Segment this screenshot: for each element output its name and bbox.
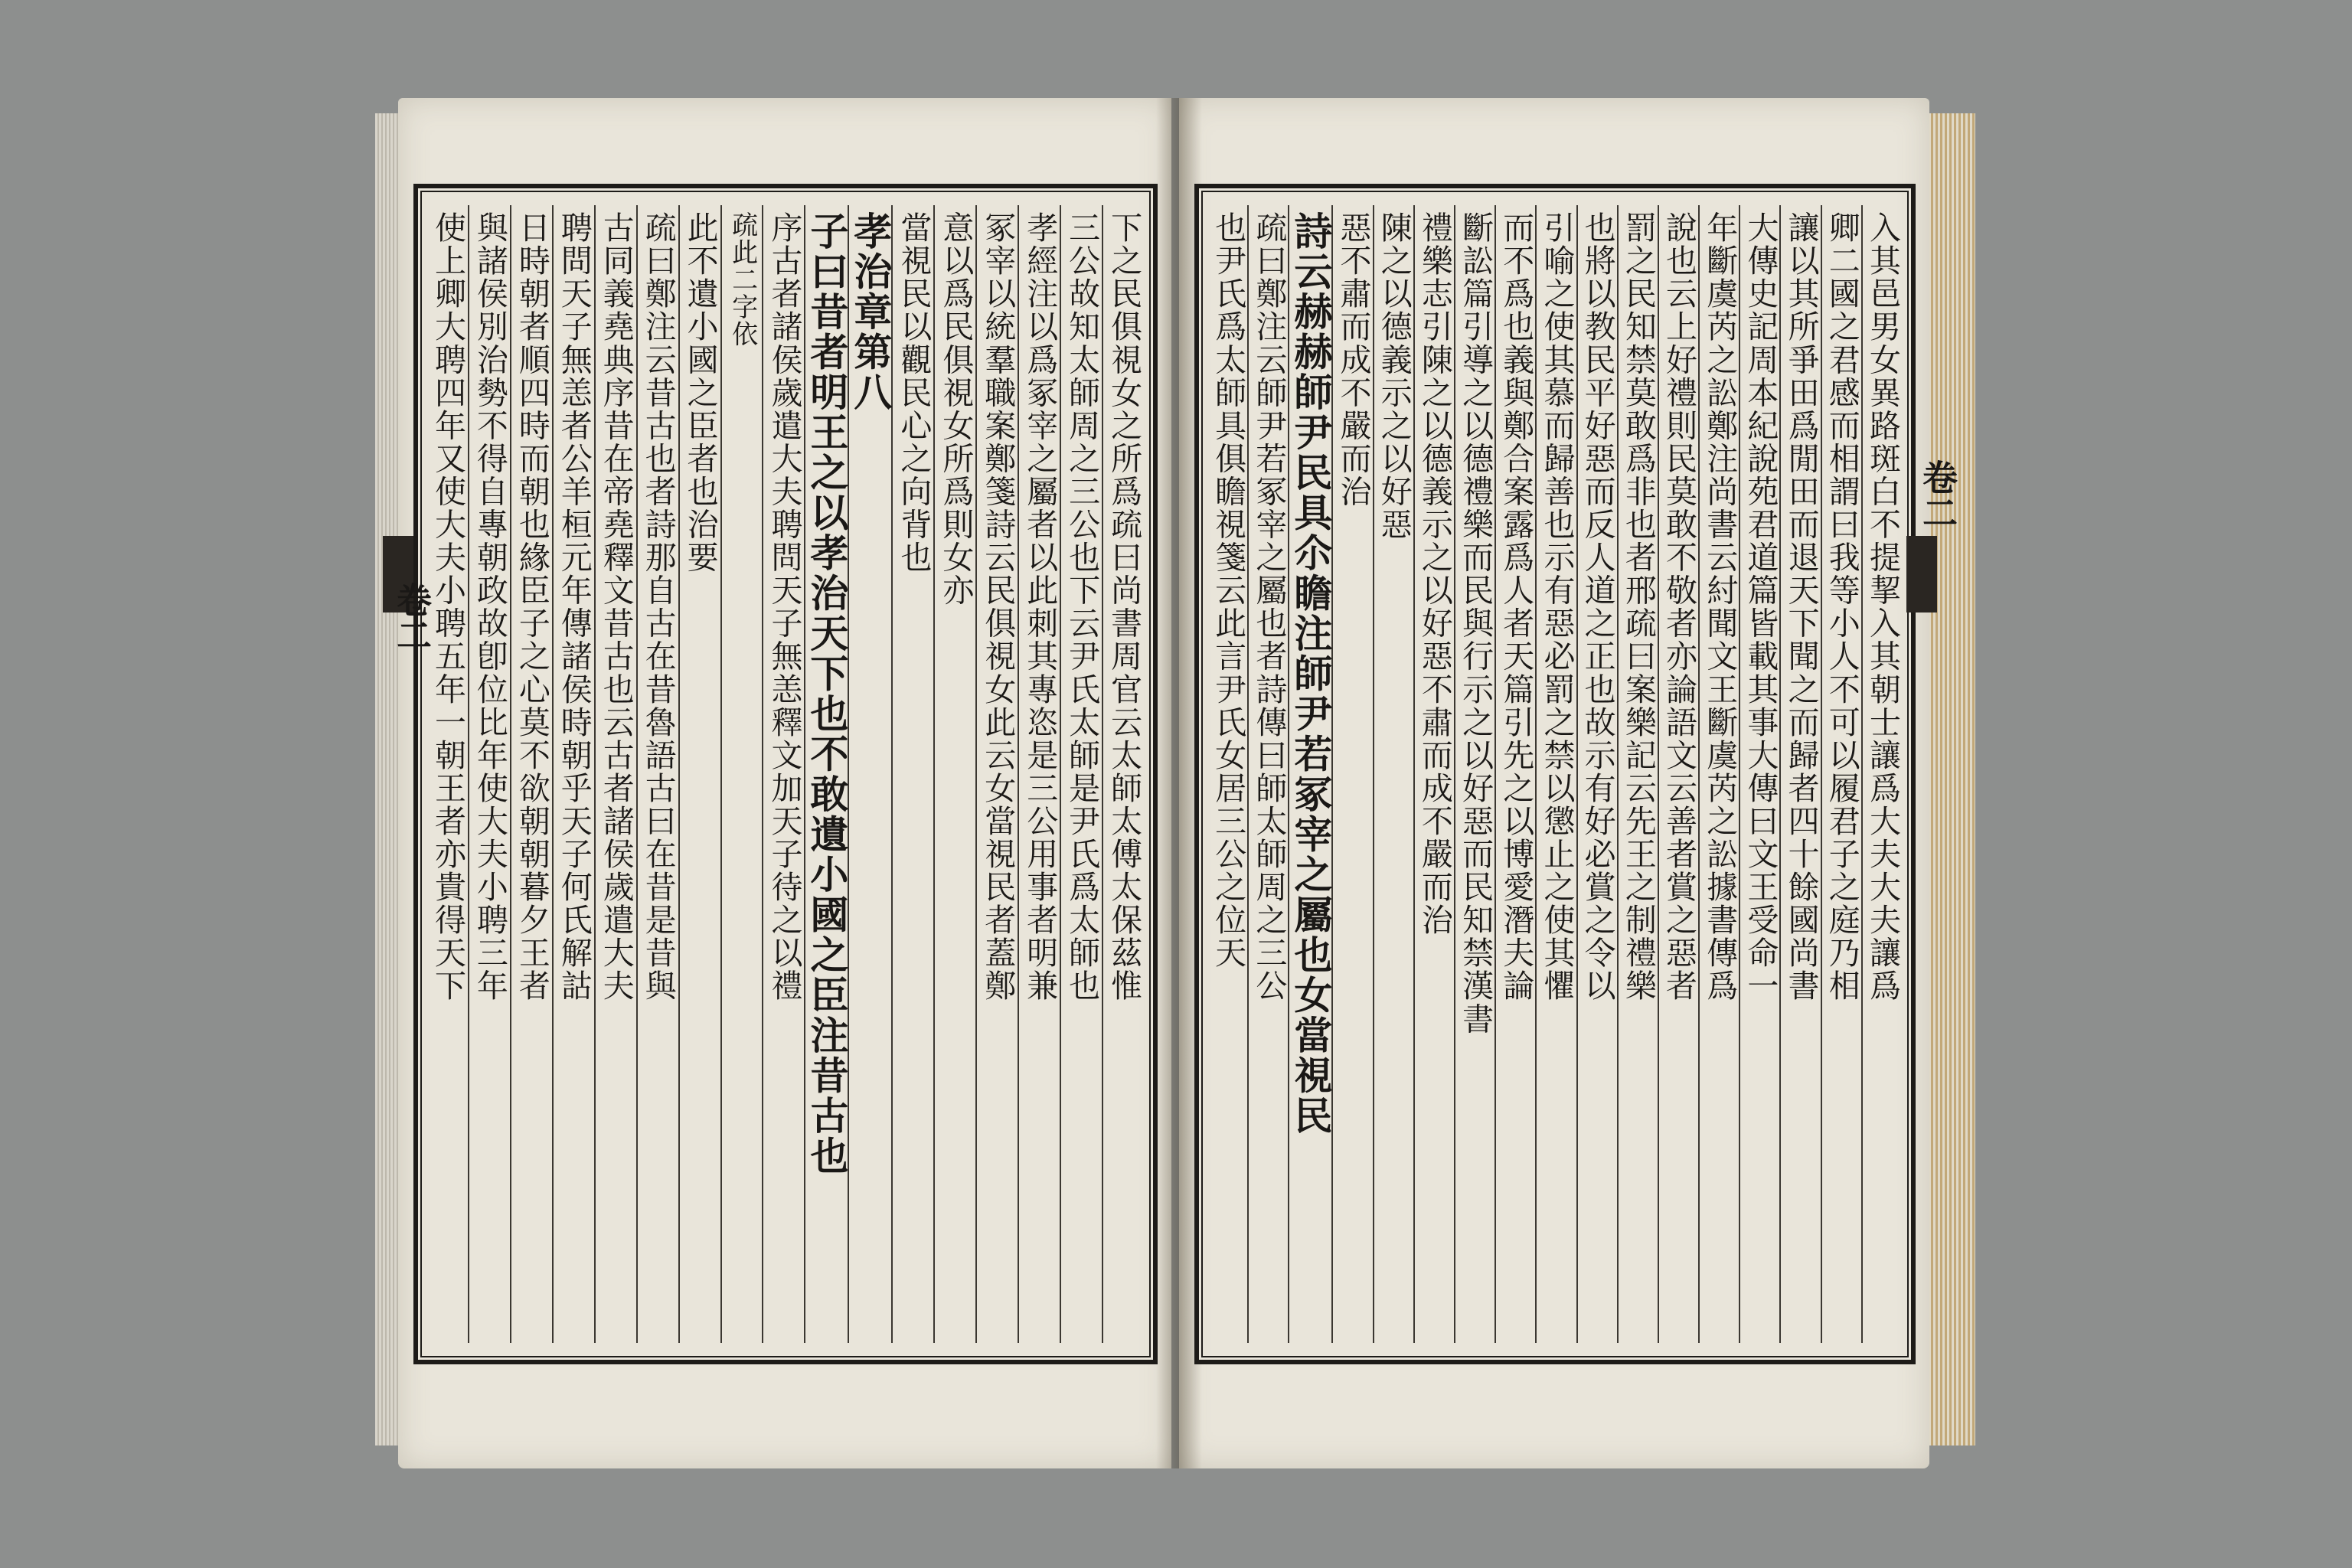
right-column-text: 也將以教民平好惡而反人道之正也故示有好必賞之令以 xyxy=(1579,211,1616,1003)
left-column xyxy=(933,205,975,1343)
right-column-text: 年斷虞芮之訟鄭注尚書云紂聞文王斷虞芮之訟據書傳爲 xyxy=(1701,211,1739,1003)
left-column-text: 古同義堯典序昔在帝堯釋文昔古也云古者諸侯歲遣大夫 xyxy=(597,211,635,1003)
right-column xyxy=(1821,205,1861,1343)
fishtail-mark-right xyxy=(1906,536,1937,612)
right-column xyxy=(1617,205,1658,1343)
right-column xyxy=(1494,205,1535,1343)
right-column xyxy=(1288,205,1334,1343)
left-column xyxy=(804,205,848,1343)
right-column xyxy=(1739,205,1779,1343)
left-text-frame xyxy=(413,184,1158,1364)
right-column xyxy=(1576,205,1617,1343)
right-column xyxy=(1208,205,1247,1343)
left-column-text: 日時朝者順四時而朝也緣臣子之心莫不欲朝朝暮夕王者 xyxy=(513,211,550,1003)
right-text-frame xyxy=(1194,184,1916,1364)
left-column-text: 孝治章第八 xyxy=(848,211,893,413)
left-column-text: 下之民俱視女之所爲疏曰尚書周官云太師太傅太保茲惟 xyxy=(1106,211,1143,1003)
left-column-text: 孝經注以爲冢宰之屬者以此刺其專恣是三公用事者明兼 xyxy=(1021,211,1059,1003)
right-column xyxy=(1247,205,1288,1343)
left-column xyxy=(427,205,468,1343)
right-column-text: 詩云赫赫師尹民具尒瞻注師尹若冢宰之屬也女當視民 xyxy=(1288,211,1334,1136)
left-column-text: 疏此二字依 xyxy=(727,211,758,348)
left-column-text: 當視民以觀民心之向背也 xyxy=(895,211,933,574)
left-column xyxy=(552,205,594,1343)
left-column xyxy=(678,205,720,1343)
right-column-text: 引喻之使其慕而歸善也示有惡必罰之禁以懲止之使其懼 xyxy=(1538,211,1576,1003)
right-column xyxy=(1413,205,1454,1343)
right-column-text: 惡不肅而成不嚴而治 xyxy=(1334,211,1372,508)
left-column xyxy=(468,205,510,1343)
left-column-text: 三公故知太師周之三公也下云尹氏太師是尹氏爲太師也 xyxy=(1063,211,1101,1003)
left-column xyxy=(891,205,933,1343)
left-column-text: 與諸侯別治勢不得自專朝政故卽位比年使大夫小聘三年 xyxy=(471,211,508,1003)
left-column xyxy=(975,205,1018,1343)
right-column-text: 卿二國之君感而相謂曰我等小人不可以履君子之庭乃相 xyxy=(1823,211,1860,1003)
right-column xyxy=(1331,205,1372,1343)
right-column xyxy=(1861,205,1902,1343)
right-column xyxy=(1454,205,1494,1343)
left-column-text: 子曰昔者明王之以孝治天下也不敢遺小國之臣注昔古也 xyxy=(804,211,850,1176)
left-column xyxy=(510,205,552,1343)
left-margin-label: 卷二 xyxy=(391,582,433,652)
right-column-text: 讓以其所爭田爲閒田而退天下聞之而歸者四十餘國尚書 xyxy=(1782,211,1820,1003)
right-column-text: 罰之民知禁莫敢爲非也者邢疏曰案樂記云先王之制禮樂 xyxy=(1619,211,1657,1003)
right-margin-label: 卷二 xyxy=(1917,459,1958,530)
left-column xyxy=(1018,205,1060,1343)
right-columns xyxy=(1208,205,1902,1343)
right-column-text: 斷訟篇引導之以德禮樂而民與行示之以好惡而民知禁漢書 xyxy=(1457,211,1494,1036)
left-column xyxy=(636,205,678,1343)
right-column xyxy=(1373,205,1413,1343)
right-column-text: 疏曰鄭注云師尹若冢宰之屬也者詩傳曰師太師周之三公 xyxy=(1250,211,1288,1003)
right-column xyxy=(1698,205,1739,1343)
left-column xyxy=(594,205,636,1343)
right-column-text: 而不爲也義與鄭合案露爲人者天篇引先之以博愛潛夫論 xyxy=(1498,211,1535,1003)
right-column-text: 禮樂志引陳之以德義示之以好惡不肅而成不嚴而治 xyxy=(1416,211,1453,937)
page-edges-right xyxy=(1922,113,1975,1446)
right-column xyxy=(1779,205,1820,1343)
left-column xyxy=(848,205,891,1343)
left-column-text: 序古者諸侯歲遣大夫聘問天子無恙釋文加天子待之以禮 xyxy=(766,211,803,1003)
left-column-text: 使上卿大聘四年又使大夫小聘五年一朝王者亦貴得天下 xyxy=(429,211,466,1003)
right-column-text: 說也云上好禮則民莫敢不敬者亦論語文云善者賞之惡者 xyxy=(1661,211,1698,1003)
left-column-text: 意以爲民俱視女所爲則女亦 xyxy=(937,211,975,607)
left-column-text: 疏曰鄭注云昔古也者詩那自古在昔魯語古曰在昔是昔與 xyxy=(639,211,677,1003)
left-column-text: 冢宰以統羣職案鄭箋詩云民俱視女此云女當視民者蓋鄭 xyxy=(979,211,1017,1003)
left-column-text: 此不遺小國之臣者也治要 xyxy=(681,211,719,574)
left-column xyxy=(1102,205,1144,1343)
left-columns xyxy=(427,205,1144,1343)
right-column xyxy=(1658,205,1698,1343)
right-column-text: 大傳史記周本紀說苑君道篇皆載其事大傳曰文王受命一 xyxy=(1742,211,1779,1003)
right-column-text: 也尹氏爲太師具俱瞻視箋云此言尹氏女居三公之位天 xyxy=(1210,211,1247,970)
right-column-text: 陳之以德義示之以好惡 xyxy=(1375,211,1413,541)
right-column-text: 入其邑男女異路斑白不提挈入其朝士讓爲大夫大夫讓爲 xyxy=(1864,211,1901,1003)
left-column-text: 聘問天子無恙者公羊桓元年傳諸侯時朝乎天子何氏解詁 xyxy=(555,211,593,1003)
left-column xyxy=(720,205,763,1343)
left-column xyxy=(762,205,804,1343)
right-column xyxy=(1535,205,1576,1343)
left-column xyxy=(1060,205,1102,1343)
